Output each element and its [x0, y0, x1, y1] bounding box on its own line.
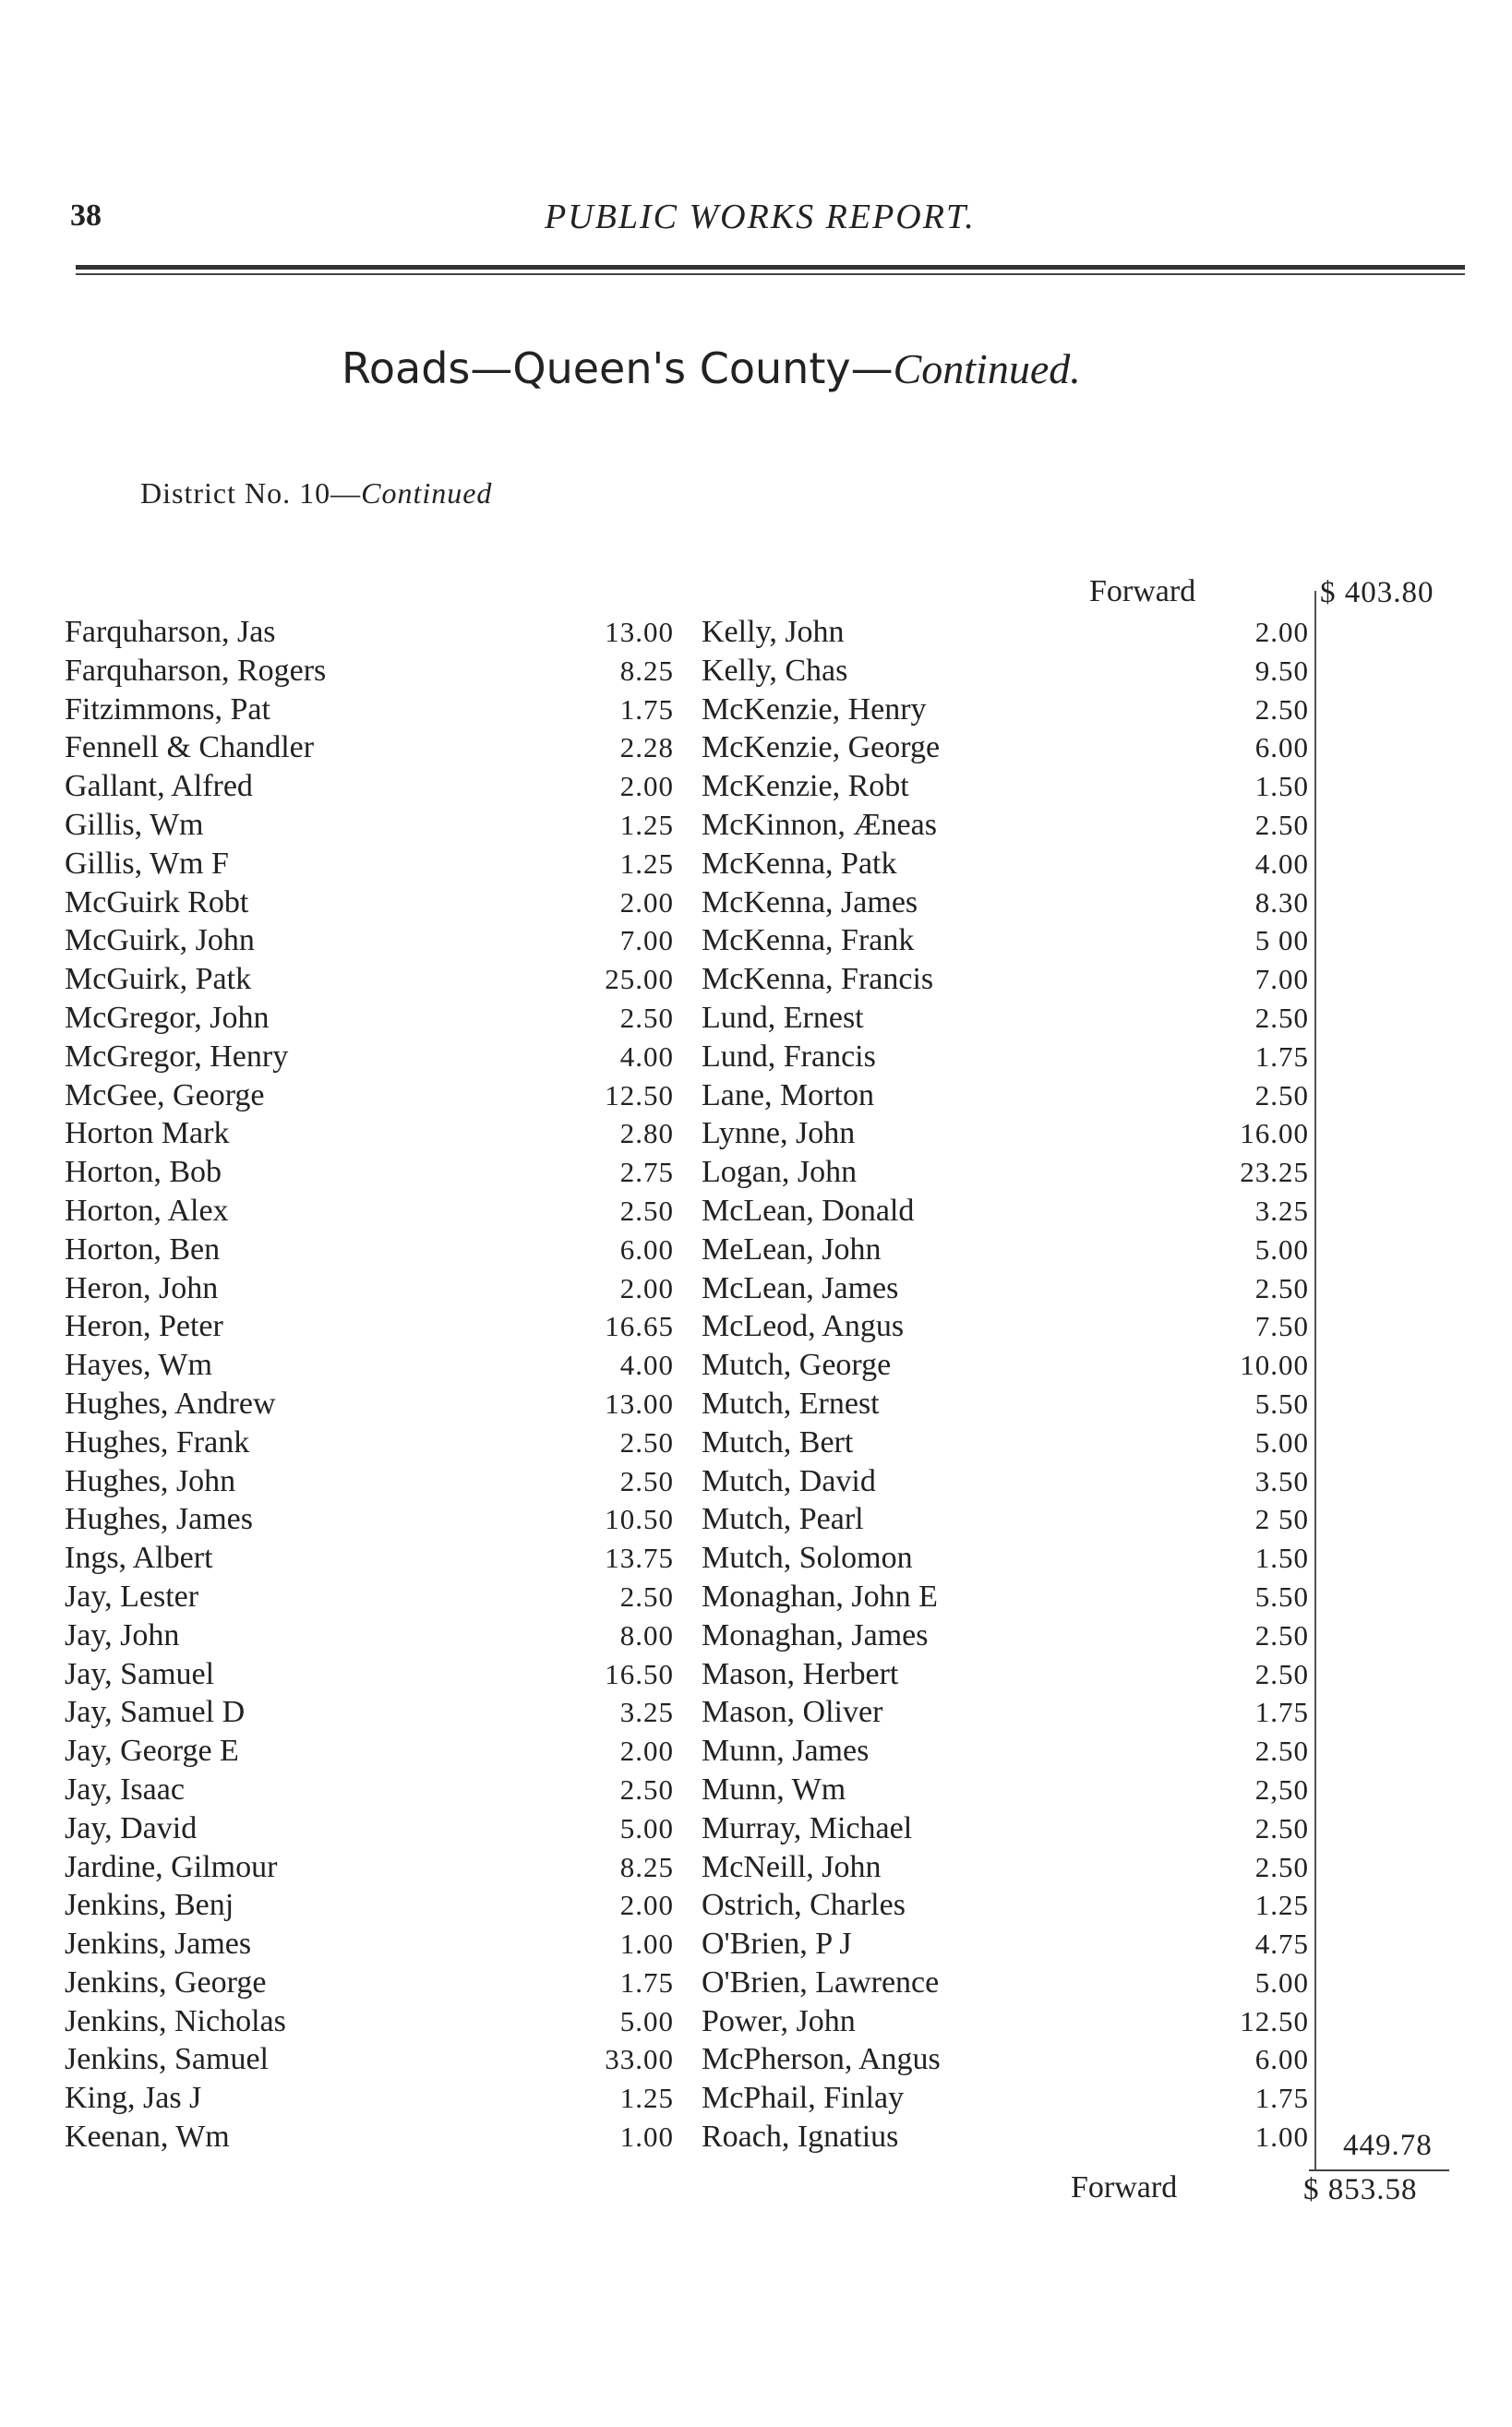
entry-name: Horton, Alex	[65, 1193, 229, 1228]
entry-amount: 5.00	[1254, 1965, 1309, 1999]
entry-name: Hughes, Frank	[65, 1424, 250, 1460]
entry-name: Jenkins, George	[65, 1964, 267, 2000]
entry-amount: 2.00	[1254, 616, 1309, 648]
district-label: District No. 10—	[140, 476, 362, 510]
entry-amount: 2.50	[1254, 692, 1309, 726]
entry-amount: 6.00	[1254, 2043, 1309, 2076]
entry-name: Lund, Ernest	[702, 1000, 864, 1035]
entry-name: McKenna, Frank	[702, 923, 915, 958]
entry-name: Logan, John	[702, 1155, 858, 1190]
entry-name: Mutch, George	[702, 1348, 892, 1383]
entry-amount: 1.00	[619, 2121, 674, 2154]
entry-amount: 16.50	[605, 1657, 674, 1690]
entry-name: Jardine, Gilmour	[65, 1849, 278, 1884]
entry-amount: 10.50	[605, 1503, 674, 1536]
entry-name: McPhail, Finlay	[702, 2081, 905, 2116]
entry-amount: 9.50	[1254, 654, 1309, 687]
entry-name: McKenna, James	[702, 884, 918, 919]
entry-amount: 1.75	[1254, 1039, 1309, 1073]
entry-name: O'Brien, Lawrence	[702, 1964, 940, 2000]
entry-name: Hughes, James	[65, 1502, 253, 1537]
entry-name: Munn, James	[702, 1734, 870, 1769]
entry-name: Mutch, Bert	[702, 1424, 854, 1460]
entry-amount: 10.00	[1240, 1349, 1309, 1382]
entry-name: Jay, David	[65, 1810, 198, 1845]
entry-amount: 1.75	[1254, 2082, 1309, 2115]
entry-name: Jay, Lester	[65, 1579, 199, 1614]
entry-name: Hayes, Wm	[65, 1348, 212, 1383]
entry-amount: 2.50	[619, 1001, 674, 1034]
entry-amount: 6.00	[619, 1232, 674, 1266]
entry-name: Lynne, John	[702, 1116, 856, 1151]
entry-name: Jenkins, Samuel	[65, 2042, 269, 2077]
entry-amount: 2,50	[1254, 1772, 1309, 1806]
entry-amount: 1.00	[619, 1928, 674, 1961]
entry-amount: 7.50	[1254, 1310, 1309, 1343]
entry-name: Farquharson, Jas	[65, 615, 276, 649]
entry-amount: 25.00	[605, 963, 674, 996]
entry-name: McGregor, Henry	[65, 1039, 289, 1074]
entry-amount: 1.50	[1254, 770, 1309, 803]
entry-name: Mason, Oliver	[702, 1695, 883, 1730]
entry-amount: 2.00	[619, 770, 674, 803]
entry-amount: 2.50	[619, 1580, 674, 1613]
entry-amount: 2.00	[619, 1889, 674, 1922]
entry-name: Fitzimmons, Pat	[65, 691, 270, 727]
entry-name: Monaghan, James	[702, 1617, 929, 1652]
entry-name: Munn, Wm	[702, 1772, 846, 1807]
entry-amount: 16.65	[605, 1310, 674, 1343]
entry-amount: 1.25	[619, 847, 674, 880]
running-head: PUBLIC WORKS REPORT.	[545, 198, 976, 236]
right-names-column	[702, 613, 1182, 2157]
entry-amount: 3.25	[619, 1696, 674, 1729]
entry-amount: 33.00	[605, 2043, 674, 2076]
entry-amount: 2.00	[619, 1735, 674, 1768]
entry-name: Kelly, John	[702, 615, 845, 649]
entry-amount: 5.00	[1254, 1232, 1309, 1266]
forward-top-amount: $ 403.80	[1320, 576, 1434, 609]
entry-name: MeLean, John	[702, 1232, 882, 1267]
entry-amount: 5.00	[619, 2004, 674, 2037]
entry-amount: 7.00	[619, 924, 674, 957]
entry-name: Kelly, Chas	[702, 653, 848, 688]
entry-amount: 7.00	[1254, 963, 1309, 996]
entry-name: Heron, Peter	[65, 1309, 223, 1344]
entry-name: Mutch, Ernest	[702, 1386, 880, 1421]
entry-name: McPherson, Angus	[702, 2042, 941, 2077]
entry-name: Hughes, Andrew	[65, 1386, 276, 1421]
entry-name: Gallant, Alfred	[65, 769, 253, 804]
header-rule-thin	[76, 273, 1465, 275]
entry-name: McKenna, Patk	[702, 846, 897, 881]
entry-name: McGuirk, Patk	[65, 962, 252, 997]
entry-name: Keenan, Wm	[65, 2120, 230, 2155]
entry-name: McLean, Donald	[702, 1193, 915, 1228]
entry-amount: 3.25	[1254, 1194, 1309, 1227]
entry-amount: 4.00	[1254, 847, 1309, 880]
entry-amount: 2.50	[1254, 1811, 1309, 1844]
entry-name: Mason, Herbert	[702, 1656, 899, 1691]
entry-amount: 8.00	[619, 1618, 674, 1652]
entry-name: Murray, Michael	[702, 1810, 913, 1845]
entry-name: McGuirk Robt	[65, 884, 249, 919]
entry-amount: 2.00	[619, 1271, 674, 1304]
entry-name: McGee, George	[65, 1077, 265, 1112]
entry-amount: 3.50	[1254, 1464, 1309, 1497]
entry-amount: 1.25	[619, 2082, 674, 2115]
left-amounts-column	[517, 613, 674, 2157]
district-heading	[140, 476, 492, 511]
entry-name: Jay, Samuel D	[65, 1695, 246, 1730]
entry-amount: 2.50	[1254, 1657, 1309, 1690]
entry-amount: 1.50	[1254, 1542, 1309, 1575]
entry-amount: 1.25	[619, 808, 674, 841]
entry-amount: 13.00	[605, 616, 674, 648]
amount-column-rule	[1314, 591, 1316, 2169]
entry-amount: 4.00	[619, 1349, 674, 1382]
entry-name: Gillis, Wm	[65, 807, 204, 842]
entry-name: Horton Mark	[65, 1116, 230, 1151]
entry-name: McGregor, John	[65, 1000, 270, 1035]
entry-amount: 2.50	[1254, 1001, 1309, 1034]
entry-amount: 5.50	[1254, 1387, 1309, 1420]
entry-name: Mutch, Pearl	[702, 1502, 864, 1537]
entry-amount: 5.00	[619, 1811, 674, 1844]
entry-name: Jenkins, Nicholas	[65, 2003, 286, 2038]
entry-amount: 2.00	[619, 885, 674, 919]
entry-name: Roach, Ignatius	[702, 2120, 899, 2155]
entry-amount: 4.00	[619, 1039, 674, 1073]
entry-name: McGuirk, John	[65, 923, 255, 958]
entry-amount: 23.25	[1240, 1156, 1309, 1189]
entry-name: McLean, James	[702, 1270, 899, 1305]
subtotal-rule	[1309, 2169, 1449, 2171]
entry-amount: 1.75	[619, 1965, 674, 1999]
entry-name: Mutch, David	[702, 1463, 876, 1498]
entry-name: Heron, John	[65, 1270, 219, 1305]
entry-name: Fennell & Chandler	[65, 730, 315, 765]
forward-bottom-amount: $ 853.58	[1303, 2173, 1418, 2206]
entry-name: McKenzie, Robt	[702, 769, 909, 804]
entry-amount: 5 00	[1254, 924, 1309, 957]
entry-amount: 13.00	[605, 1387, 674, 1420]
entry-amount: 2.50	[1254, 1271, 1309, 1304]
entry-amount: 2 50	[1254, 1503, 1309, 1536]
entry-amount: 5.50	[1254, 1580, 1309, 1613]
page-number: 38	[70, 198, 102, 233]
entry-name: McLeod, Angus	[702, 1309, 905, 1344]
section-title-main: Roads—Queen's County—	[342, 343, 894, 393]
entry-amount: 1.75	[1254, 1696, 1309, 1729]
entry-name: Lund, Francis	[702, 1039, 876, 1074]
district-continued: Continued	[361, 476, 493, 510]
entry-amount: 2.50	[619, 1464, 674, 1497]
entry-name: Gillis, Wm F	[65, 846, 229, 881]
entry-name: Monaghan, John E	[702, 1579, 938, 1614]
entry-name: McKenzie, Henry	[702, 691, 927, 727]
entry-amount: 2.50	[619, 1772, 674, 1806]
entry-amount: 12.50	[1240, 2004, 1309, 2037]
entry-amount: 2.50	[1254, 1618, 1309, 1652]
entry-name: McKenna, Francis	[702, 962, 934, 997]
entry-amount: 2.80	[619, 1117, 674, 1150]
entry-amount: 2.50	[1254, 1078, 1309, 1111]
subtotal-amount: 449.78	[1343, 2129, 1433, 2162]
left-names-column	[65, 613, 508, 2157]
entry-amount: 1.25	[1254, 1889, 1309, 1922]
entry-name: Ings, Albert	[65, 1541, 213, 1576]
entry-name: Horton, Ben	[65, 1232, 221, 1267]
entry-amount: 8.25	[619, 1850, 674, 1883]
entry-name: Horton, Bob	[65, 1155, 222, 1190]
right-amounts-column	[1154, 613, 1309, 2157]
entry-amount: 8.30	[1254, 885, 1309, 919]
section-title-continued: Continued.	[893, 345, 1081, 392]
forward-bottom-label: Forward	[1071, 2170, 1178, 2205]
entry-name: Power, John	[702, 2003, 856, 2038]
entry-amount: 6.00	[1254, 731, 1309, 764]
entry-amount: 13.75	[605, 1542, 674, 1575]
entry-amount: 2.75	[619, 1156, 674, 1189]
entry-amount: 2.50	[619, 1194, 674, 1227]
section-title	[342, 343, 1081, 393]
entry-amount: 2.28	[619, 731, 674, 764]
entry-amount: 5.00	[1254, 1425, 1309, 1459]
entry-name: Jay, George E	[65, 1734, 239, 1769]
entry-name: Jay, Isaac	[65, 1772, 185, 1807]
entry-name: McNeill, John	[702, 1849, 882, 1884]
entry-name: Jay, Samuel	[65, 1656, 215, 1691]
entry-name: Lane, Morton	[702, 1077, 874, 1112]
entry-amount: 2.50	[1254, 1735, 1309, 1768]
entry-name: Hughes, John	[65, 1463, 236, 1498]
entry-amount: 12.50	[605, 1078, 674, 1111]
entry-name: Jay, John	[65, 1617, 180, 1652]
entry-name: Farquharson, Rogers	[65, 653, 327, 688]
entry-name: McKinnon, Æneas	[702, 807, 937, 842]
entry-amount: 1.00	[1254, 2121, 1309, 2154]
entry-amount: 4.75	[1254, 1928, 1309, 1961]
entry-name: McKenzie, George	[702, 730, 941, 765]
entry-name: Jenkins, James	[65, 1927, 252, 1962]
entry-amount: 2.50	[619, 1425, 674, 1459]
entry-name: Jenkins, Benj	[65, 1888, 234, 1923]
entry-amount: 1.75	[619, 692, 674, 726]
forward-top-label: Forward	[1089, 574, 1196, 608]
entry-amount: 2.50	[1254, 808, 1309, 841]
entry-name: King, Jas J	[65, 2081, 202, 2116]
entry-amount: 8.25	[619, 654, 674, 687]
entry-amount: 16.00	[1240, 1117, 1309, 1150]
entry-name: Ostrich, Charles	[702, 1888, 906, 1923]
header-rule-thick	[76, 265, 1465, 270]
entry-amount: 2.50	[1254, 1850, 1309, 1883]
entry-name: Mutch, Solomon	[702, 1541, 913, 1576]
entry-name: O'Brien, P J	[702, 1927, 852, 1962]
